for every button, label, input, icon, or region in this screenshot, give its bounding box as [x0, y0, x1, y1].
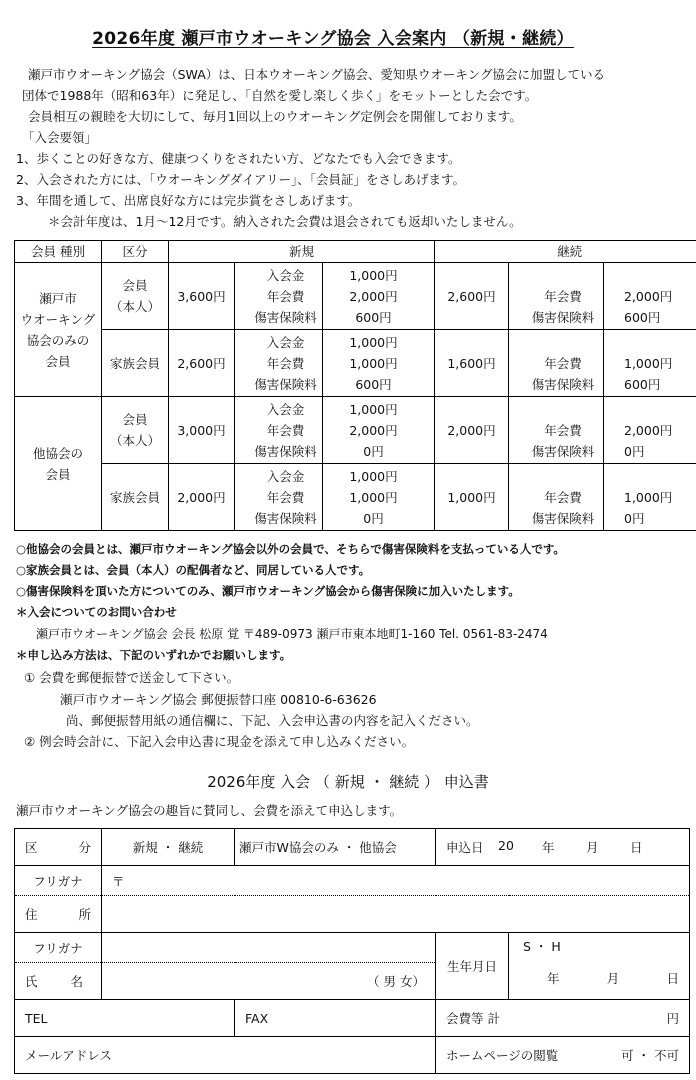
new-item-labels: 入会金 年会費 傷害保険料: [235, 330, 323, 397]
new-total: 3,600円: [169, 263, 235, 330]
guide-item-1: 1、歩くことの好きな方、健康つくりをされたい方、どなたでも入会できます。: [16, 151, 461, 166]
new-item-labels: 入会金 年会費 傷害保険料: [235, 464, 323, 531]
note-other-association: ○他協会の会員とは、瀬戸市ウオーキング協会以外の会員で、そちらで傷害保険料を支払っている人です。: [16, 542, 565, 556]
new-total: 2,000円: [169, 464, 235, 531]
header-new: 新規: [169, 241, 435, 263]
category-cell: 家族会員: [102, 464, 169, 531]
category-cell: 会員 （本人）: [102, 263, 169, 330]
page-title: 2026年度 瀬戸市ウオーキング協会 入会案内 （新規・継続）: [92, 29, 574, 49]
address-label: 住 所: [15, 896, 102, 933]
form-row-address-furigana: [15, 866, 690, 896]
homepage-consent-select[interactable]: 可 ・ 不可: [621, 1048, 680, 1063]
group-label-swa: 瀬戸市 ウオーキング 協会のみの 会員: [15, 263, 102, 397]
form-row-name-furigana: [15, 933, 690, 963]
renew-item-amounts: 1,000円 0円: [604, 464, 696, 531]
form-title: 2026年度 入会 （ 新規 ・ 継続 ） 申込書: [207, 773, 489, 791]
form-row-email: [15, 1037, 690, 1074]
new-item-amounts: 1,000円 2,000円 600円: [323, 263, 435, 330]
method-1-account: 瀬戸市ウオーキング協会 郵便振替口座 00810-6-63626: [60, 692, 377, 707]
renew-item-labels: 年会費 傷害保険料: [509, 397, 604, 464]
name-furigana-label: フリガナ: [15, 933, 102, 963]
method-2: ② 例会時会計に、下記入会申込書に現金を添えて申し込みください。: [24, 734, 415, 749]
header-renew: 継続: [435, 241, 696, 263]
email-field[interactable]: メールアドレス: [15, 1037, 436, 1074]
type-select-new-renew[interactable]: 新規 ・ 継続: [102, 829, 235, 866]
birth-date-field[interactable]: S ・ H 年 月 日: [509, 933, 690, 1000]
name-label: 氏 名: [15, 963, 102, 1000]
fiscal-note: ＊会計年度は、1月～12月です。納入された会費は退会されても返却いたしません。: [48, 214, 522, 229]
method-1-note: 尚、郵便振替用紙の通信欄に、下記、入会申込書の内容を記入ください。: [66, 713, 479, 728]
new-item-labels: 入会金 年会費 傷害保険料: [235, 263, 323, 330]
application-date-field[interactable]: 申込日 20 年 月 日: [436, 829, 690, 866]
form-subtitle: 瀬戸市ウオーキング協会の趣旨に賛同し、会費を添えて申込します。: [16, 803, 403, 818]
renew-item-labels: 年会費 傷害保険料: [509, 330, 604, 397]
intro-line-2: 団体で1988年（昭和63年）に発足し、「自然を愛し楽しく歩く」をモットーとした会です。: [22, 88, 538, 103]
note-insurance: ○傷害保険料を頂いた方についてのみ、瀬戸市ウオーキング協会から傷害保険に加入いたします。: [16, 584, 520, 598]
new-item-amounts: 1,000円 2,000円 0円: [323, 397, 435, 464]
form-row-contact: [15, 1000, 690, 1037]
contact-info: 瀬戸市ウオーキング協会 会長 松原 覚 〒489-0973 瀬戸市東本地町1-160 Tel. 0561-83-2474: [36, 627, 548, 641]
fee-table-header: [15, 241, 696, 263]
address-furigana-field[interactable]: [102, 866, 690, 896]
note-family-member: ○家族会員とは、会員（本人）の配偶者など、同居している人です。: [16, 563, 371, 577]
fee-table: [14, 240, 696, 531]
birth-date-label: 生年月日: [436, 933, 509, 1000]
method-1: ① 会費を郵便振替で送金して下さい。: [24, 670, 240, 685]
new-item-labels: 入会金 年会費 傷害保険料: [235, 397, 323, 464]
address-furigana-label: フリガナ: [15, 866, 102, 896]
form-row-category: [15, 829, 690, 866]
group-label-other: 他協会の 会員: [15, 397, 102, 531]
renew-item-amounts: 2,000円 0円: [604, 397, 696, 464]
renew-total: 2,000円: [435, 397, 509, 464]
new-total: 3,000円: [169, 397, 235, 464]
intro-line-1: 瀬戸市ウオーキング協会（SWA）は、日本ウオーキング協会、愛知県ウオーキング協会に加盟している: [28, 67, 606, 82]
homepage-consent-field[interactable]: ホームページの閲覧 可 ・ 不可: [436, 1037, 690, 1074]
table-row: [15, 464, 696, 531]
category-cell: 家族会員: [102, 330, 169, 397]
form-row-address: [15, 896, 690, 933]
fee-total-field[interactable]: 会費等 計 円: [436, 1000, 690, 1037]
table-row: [15, 263, 696, 330]
member-type-select[interactable]: 瀬戸市W協会のみ ・ 他協会: [235, 829, 436, 866]
method-heading: ＊申し込み方法は、下記のいずれかでお願いします。: [16, 648, 292, 662]
renew-item-amounts: 1,000円 600円: [604, 330, 696, 397]
renew-item-amounts: 2,000円 600円: [604, 263, 696, 330]
table-row: [15, 330, 696, 397]
guide-item-3: 3、年間を通して、出席良好な方には完歩賞をさしあげます。: [16, 193, 361, 208]
guide-heading: 「入会要領」: [22, 130, 98, 145]
name-furigana-field[interactable]: [102, 933, 436, 963]
new-item-amounts: 1,000円 1,000円 0円: [323, 464, 435, 531]
table-row: [15, 397, 696, 464]
name-field[interactable]: [102, 963, 436, 1000]
header-category: 区分: [102, 241, 169, 263]
gender-select[interactable]: （ 男 女）: [367, 974, 425, 989]
category-cell: 会員 （本人）: [102, 397, 169, 464]
new-total: 2,600円: [169, 330, 235, 397]
renew-item-labels: 年会費 傷害保険料: [509, 464, 604, 531]
category-label: 区 分: [15, 829, 102, 866]
intro-line-3: 会員相互の親睦を大切にして、毎月1回以上のウオーキング定例会を開催しております。: [28, 109, 522, 124]
contact-heading: ＊入会についてのお問い合わせ: [16, 605, 177, 619]
guide-item-2: 2、入会された方には、「ウオーキングダイアリー」、「会員証」をさしあげます。: [16, 172, 465, 187]
renew-total: 1,000円: [435, 464, 509, 531]
header-member-type: 会員 種別: [15, 241, 102, 263]
era-select[interactable]: S ・ H: [523, 939, 561, 954]
renew-total: 2,600円: [435, 263, 509, 330]
address-field[interactable]: [102, 896, 690, 933]
postal-mark: 〒: [112, 873, 125, 889]
renew-item-labels: 年会費 傷害保険料: [509, 263, 604, 330]
renew-total: 1,600円: [435, 330, 509, 397]
new-item-amounts: 1,000円 1,000円 600円: [323, 330, 435, 397]
tel-field[interactable]: TEL: [15, 1000, 235, 1037]
application-form: [14, 828, 690, 1074]
fax-field[interactable]: FAX: [235, 1000, 436, 1037]
